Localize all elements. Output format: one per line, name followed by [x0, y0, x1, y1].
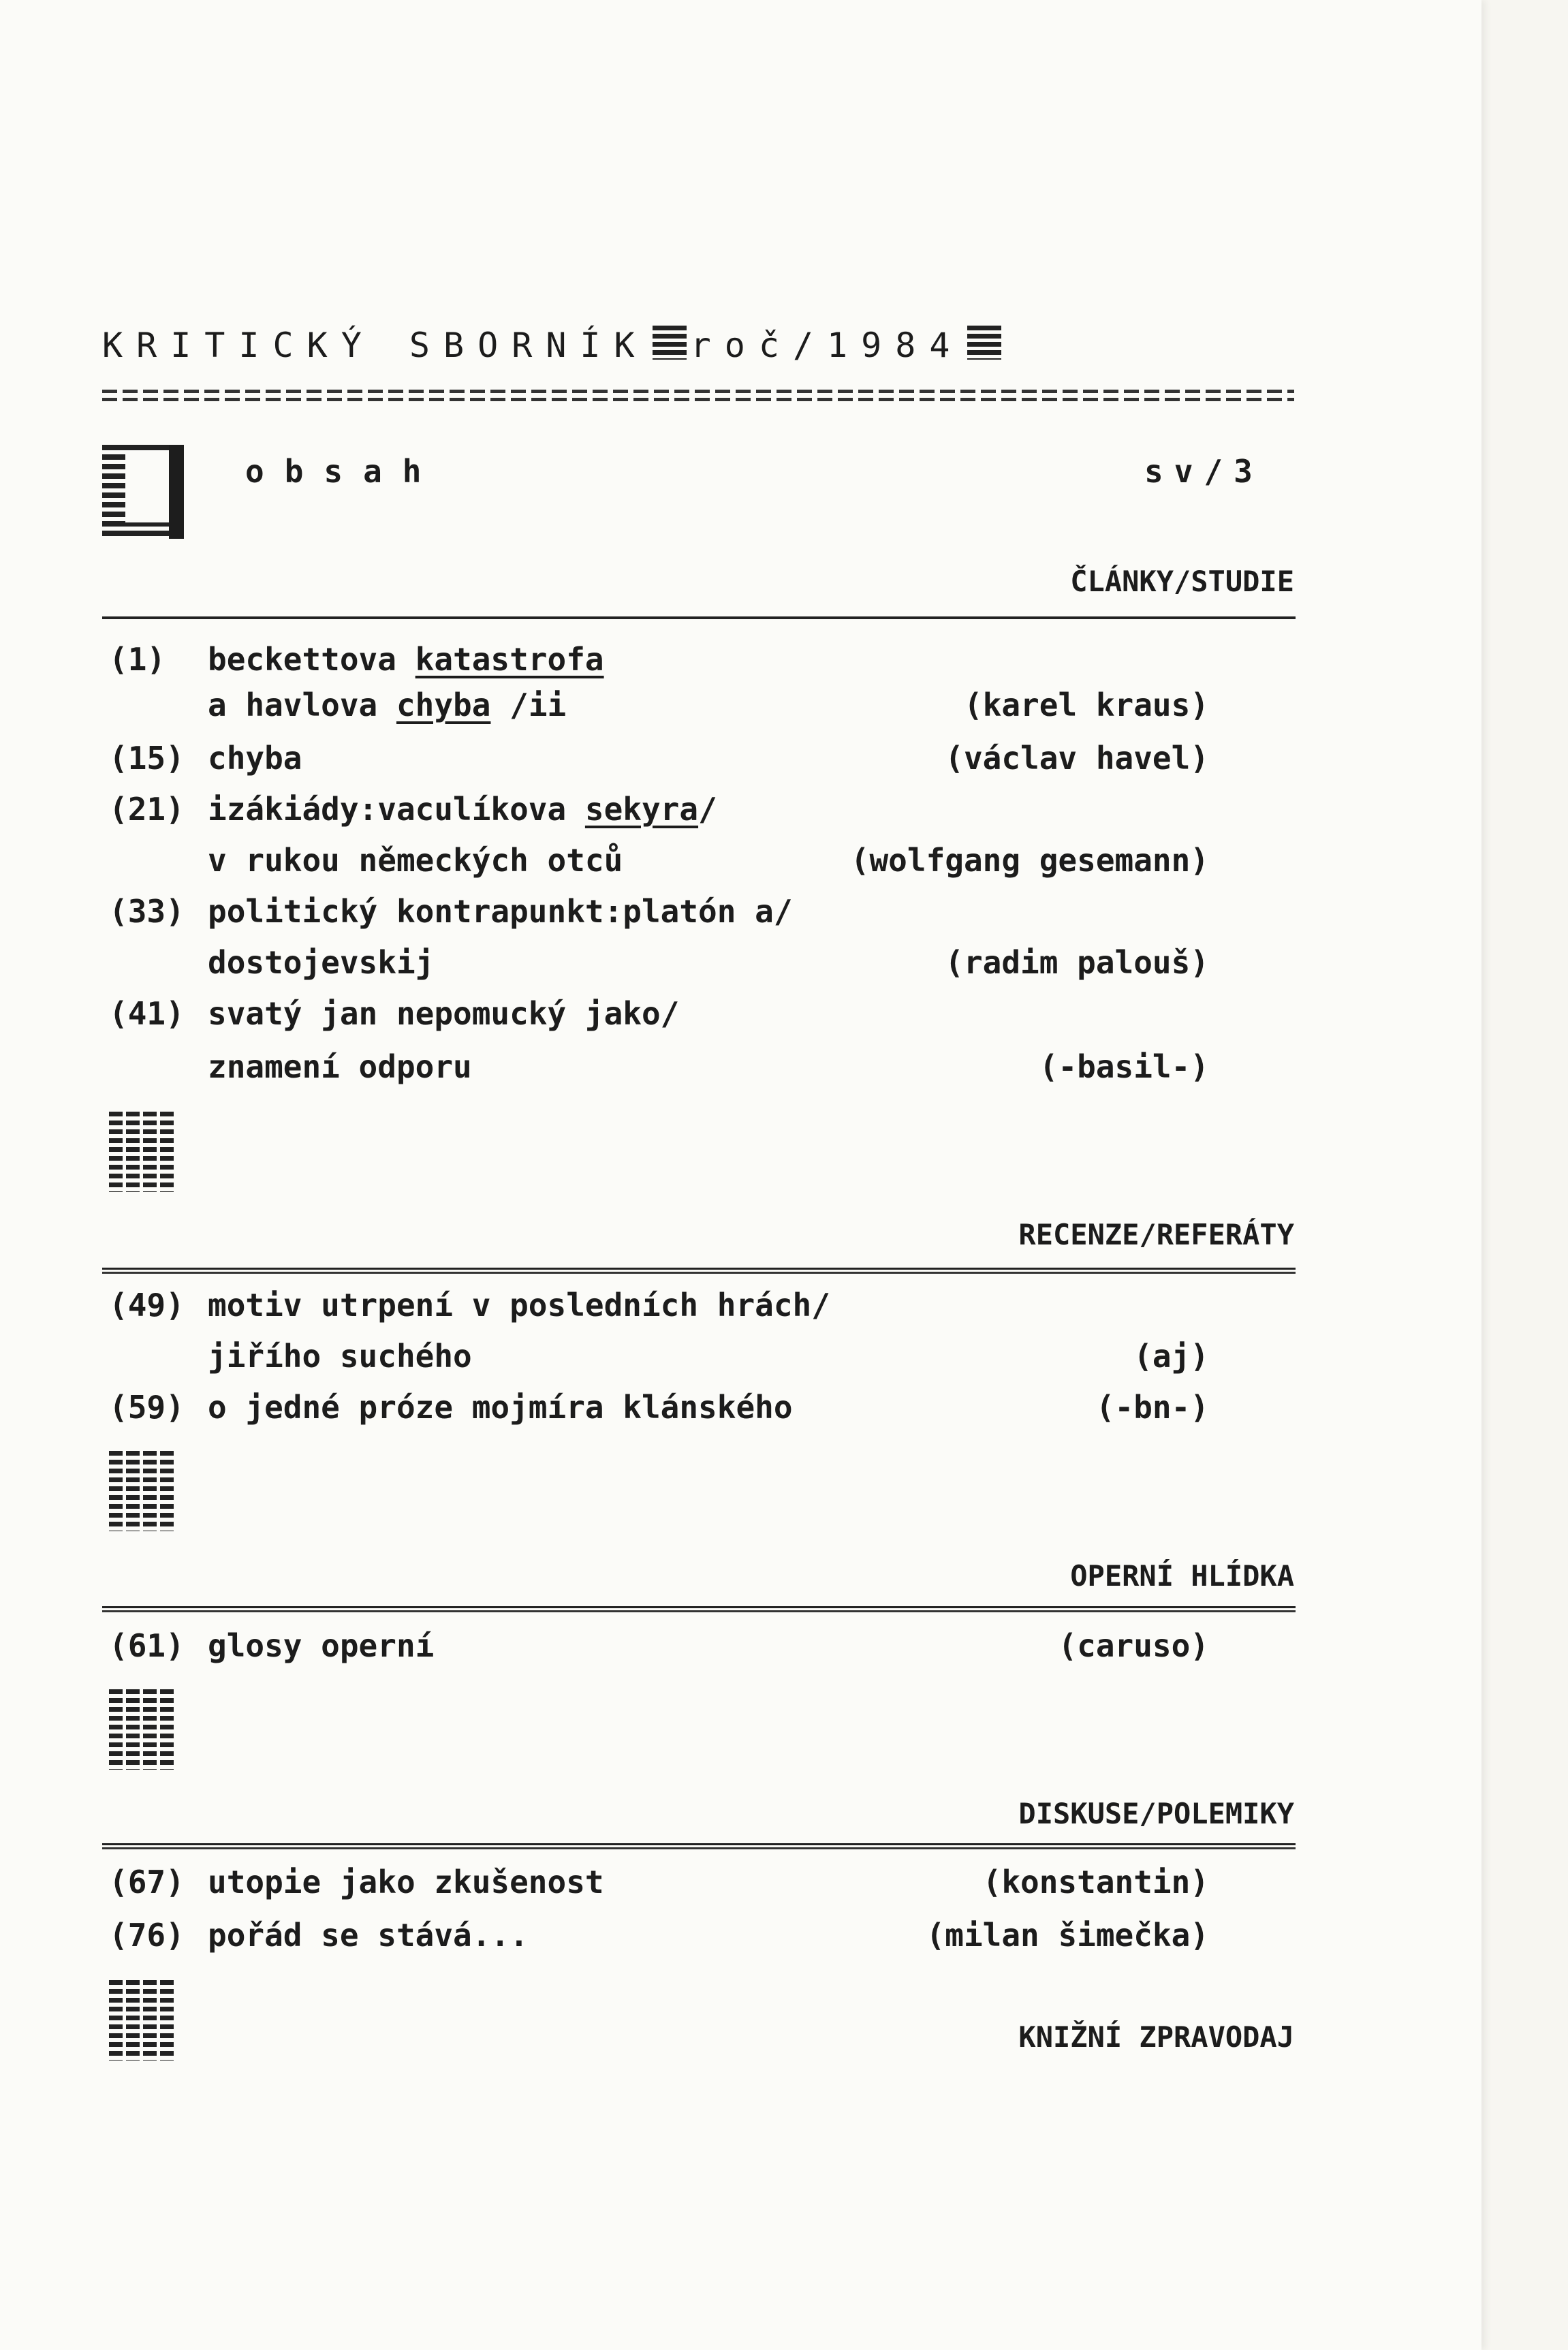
- section-heading-knizni: KNIŽNÍ ZPRAVODAJ: [1018, 2020, 1294, 2054]
- block-ornament-icon: [109, 1689, 177, 1770]
- masthead-title: KRITICKÝ SBORNÍK: [102, 326, 648, 365]
- section-rule: [102, 616, 1296, 619]
- underlined-word: katastrofa: [415, 641, 604, 678]
- entry-title-line: chyba: [208, 740, 302, 777]
- entry-author: (karel kraus): [963, 687, 1209, 723]
- underlined-word: chyba: [396, 687, 491, 723]
- entry-author: (-basil-): [1039, 1048, 1209, 1085]
- entry-title-line: jiřího suchého: [208, 1338, 472, 1375]
- entry-title-line: a havlova chyba /ii: [208, 687, 567, 723]
- masthead-year: roč/1984: [690, 326, 964, 365]
- entry-page: (21): [109, 791, 185, 828]
- entry-page: (41): [109, 995, 185, 1032]
- entry-title-line: beckettova katastrofa: [208, 641, 604, 678]
- entry-author: (milan šimečka): [926, 1917, 1209, 1954]
- entry-title-line: glosy operní: [208, 1627, 435, 1664]
- entry-page: (15): [109, 740, 185, 777]
- entry-title-line: znamení odporu: [208, 1048, 472, 1085]
- entry-author: (-bn-): [1095, 1389, 1209, 1426]
- entry-title-line: svatý jan nepomucký jako/: [208, 995, 680, 1032]
- masthead-block-ornament-end: [967, 326, 1001, 360]
- entry-author: (aj): [1133, 1338, 1209, 1375]
- section-heading-operni: OPERNÍ HLÍDKA: [1070, 1559, 1294, 1593]
- block-ornament-icon: [109, 1980, 177, 2061]
- entry-title-line: izákiády:vaculíkova sekyra/: [208, 791, 717, 828]
- entry-author: (václav havel): [945, 740, 1209, 777]
- section-heading-diskuse: DISKUSE/POLEMIKY: [1018, 1797, 1294, 1830]
- entry-page: (67): [109, 1864, 185, 1900]
- entry-page: (76): [109, 1917, 185, 1954]
- block-ornament-icon: [109, 1451, 177, 1531]
- volume-number: sv/3: [1144, 453, 1264, 490]
- section-heading-clanky: ČLÁNKY/STUDIE: [1070, 565, 1294, 598]
- entry-page: (1): [109, 641, 166, 678]
- entry-title-line: utopie jako zkušenost: [208, 1864, 604, 1900]
- section-heading-recenze: RECENZE/REFERÁTY: [1018, 1218, 1294, 1251]
- entry-page: (59): [109, 1389, 185, 1426]
- section-rule: [102, 1268, 1296, 1274]
- masthead-block-ornament: [653, 326, 687, 360]
- block-ornament-icon: [109, 1112, 177, 1192]
- entry-author: (wolfgang gesemann): [850, 842, 1209, 879]
- section-rule: [102, 1843, 1296, 1849]
- entry-author: (radim palouš): [945, 944, 1209, 981]
- entry-title-line: dostojevskij: [208, 944, 435, 981]
- entry-author: (konstantin): [982, 1864, 1209, 1900]
- contents-heading: obsah: [245, 453, 442, 490]
- entry-page: (49): [109, 1287, 185, 1323]
- entry-title-line: o jedné próze mojmíra klánského: [208, 1389, 793, 1426]
- obsah-logo-icon: [102, 445, 204, 539]
- entry-author: (caruso): [1058, 1627, 1209, 1664]
- entry-page: (61): [109, 1627, 185, 1664]
- entry-title-line: motiv utrpení v posledních hrách/: [208, 1287, 830, 1323]
- entry-title-line: politický kontrapunkt:platón a/: [208, 893, 793, 930]
- entry-page: (33): [109, 893, 185, 930]
- entry-title-line: v rukou německých otců: [208, 842, 623, 879]
- masthead-double-rule: [102, 390, 1294, 405]
- entry-title-line: pořád se stává...: [208, 1917, 529, 1954]
- section-rule: [102, 1606, 1296, 1612]
- underlined-word: sekyra: [584, 791, 699, 828]
- masthead: [102, 326, 1005, 365]
